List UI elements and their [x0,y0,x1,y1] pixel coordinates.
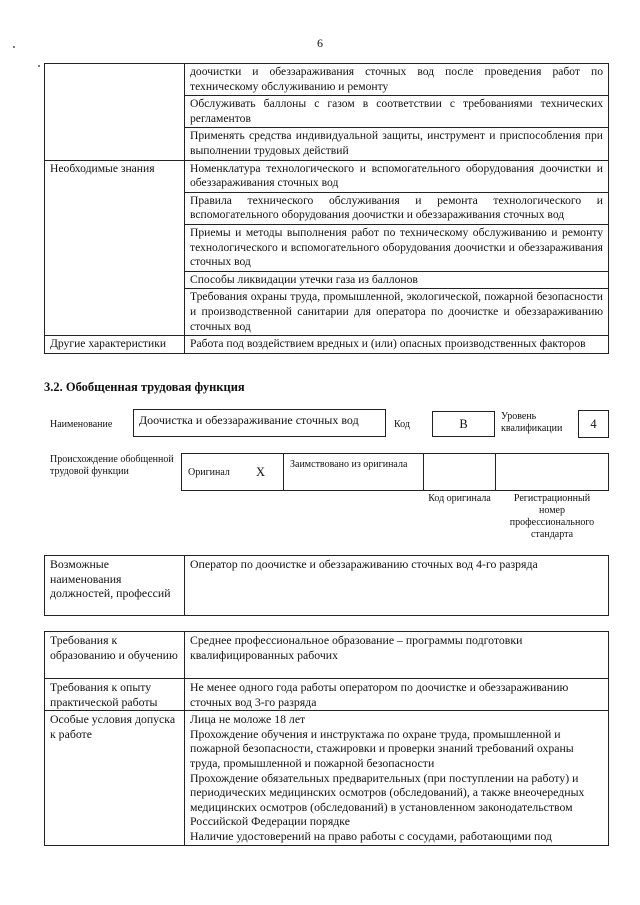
original-mark: X [256,465,266,479]
original-label: Оригинал [188,467,230,478]
table-cell: Применять средства индивидуальной защиты, инструмент и приспособления при выполнении трудовых действий [185,128,609,160]
table-cell: Приемы и методы выполнения работ по техническому обслуживанию и ремонту технологического и вспомогательного оборудования доочистки и обеззараживания сточных вод [185,224,609,271]
condition-line: Прохождение обучения и инструктажа по охране труда, промышленной и пожарной безопасности, стажировки и проверки знаний требований охраны труда, промышленной и пожарной безопасности [190,726,574,770]
table-cell: доочистки и обеззараживания сточных вод после проведения работ по техническому обслуживанию и ремонту [185,64,609,96]
table-cell: Среднее профессиональное образование – программы подготовки квалифицированных рабочих [185,632,609,679]
level-box [578,410,609,438]
row-label: Другие характеристики [45,336,185,354]
table-cell: Требования охраны труда, промышленной, экологической, пожарной безопасности и производственной санитарии для оператора по доочистке и обеззараживанию сточных вод [185,289,609,336]
code-caption: Код оригинала [428,493,491,504]
original-code-cell [423,453,496,491]
code-box [432,411,495,437]
name-label: Наименование [50,419,113,430]
borrowed-cell [283,453,424,491]
registration-caption: Регистрационный номер профессионального стандарта [509,493,595,540]
row-label: Требования к образованию и обучению [45,632,185,679]
table-row [45,556,609,616]
registration-number-cell [495,453,609,491]
table-cell [185,711,609,845]
condition-line: Прохождение обязательных предварительных (при поступлении на работу) и периодических медицинских осмотров (обследований), а также внеочередных медицинских осмотров (обследований) в установленном законодательством Российской Федерации порядке [190,770,585,829]
table-cell: Оператор по доочистке и обеззараживанию сточных вод 4-го разряда [185,556,609,616]
row-label: Требования к опыту практической работы [45,679,185,711]
requirements-table [44,631,609,846]
section-title: 3.2. Обобщенная трудовая функция [44,380,245,394]
level-value: 4 [590,417,597,431]
skills-knowledge-table [44,63,609,354]
table-row [45,336,609,354]
table-cell: Способы ликвидации утечки газа из баллонов [185,271,609,289]
code-label: Код [394,419,410,430]
code-value: B [459,417,468,431]
table-row [45,711,609,845]
scan-speck [38,65,40,67]
function-name: Доочистка и обеззараживание сточных вод [139,413,359,427]
row-label: Необходимые знания [45,160,185,336]
condition-line: Лица не моложе 18 лет [190,712,306,727]
table-row [45,632,609,679]
positions-table [44,555,609,616]
table-row [45,64,609,96]
row-label: Особые условия допуска к работе [45,711,185,845]
table-cell: Работа под воздействием вредных и (или) опасных производственных факторов [185,336,609,354]
table-row [45,160,609,192]
page-number: 6 [317,36,323,50]
row-label [45,64,185,161]
table-cell: Обслуживать баллоны с газом в соответствии с требованиями технических регламентов [185,96,609,128]
condition-line: Наличие удостоверений на право работы с сосудами, работающими под [190,828,552,843]
table-cell: Не менее одного года работы оператором по доочистке и обеззараживанию сточных вод 3-го разряда [185,679,609,711]
table-cell: Номенклатура технологического и вспомогательного оборудования доочистки и обеззараживания сточных вод [185,160,609,192]
borrowed-label: Заимствовано из оригинала [290,459,408,470]
row-label: Возможные наименования должностей, профессий [45,556,185,616]
table-row [45,679,609,711]
table-cell: Правила технического обслуживания и ремонта технологического и вспомогательного оборудования доочистки и обеззараживания сточных вод [185,192,609,224]
origin-label: Происхождение обобщенной трудовой функции [50,454,174,477]
level-label: Уровень квалификации [501,411,563,434]
original-cell [181,453,284,491]
function-name-box [133,409,386,437]
